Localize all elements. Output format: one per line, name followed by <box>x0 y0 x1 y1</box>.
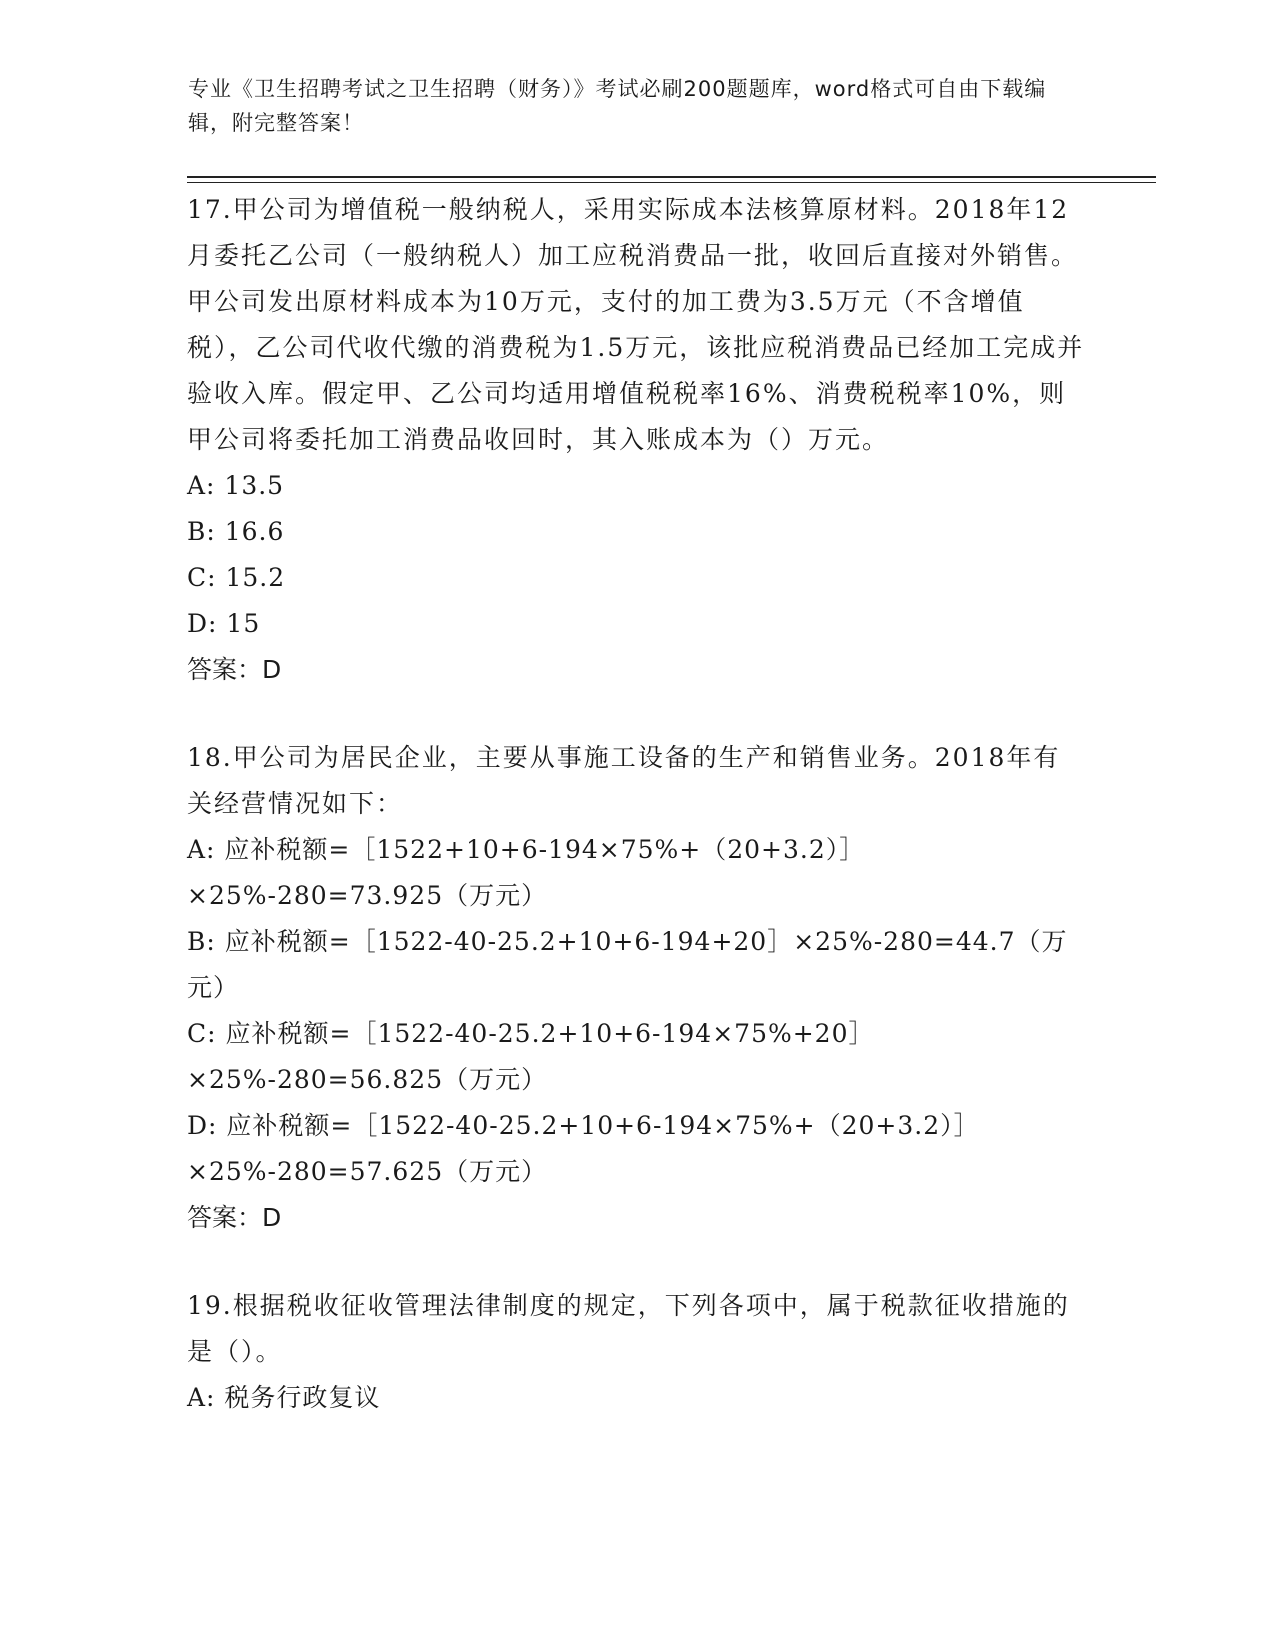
question-18 <box>187 735 1087 1241</box>
option-b: B: 16.6 <box>187 517 285 546</box>
question-text: 18.甲公司为居民企业，主要从事施工设备的生产和销售业务。2018年有关经营情况如下： <box>187 743 1061 818</box>
question-19 <box>187 1283 1087 1421</box>
question-list <box>187 187 1087 1463</box>
option-a: A: 应补税额=［1522+10+6-194×75%+（20+3.2）］×25%-280=73.925（万元） <box>187 835 866 910</box>
answer-label: 答案：D <box>187 655 282 684</box>
question-text: 19.根据税收征收管理法律制度的规定，下列各项中，属于税款征收措施的是（）。 <box>187 1291 1070 1366</box>
option-a: A: 13.5 <box>187 471 285 500</box>
document-header: 专业《卫生招聘考试之卫生招聘（财务）》考试必刷200题题库，word格式可自由下载编辑，附完整答案！ <box>188 77 1047 135</box>
option-d: D: 应补税额=［1522-40-25.2+10+6-194×75%+（20+3.2）］×25%-280=57.625（万元） <box>187 1111 980 1186</box>
option-b: B: 应补税额=［1522-40-25.2+10+6-194+20］×25%-280=44.7（万元） <box>187 927 1068 1002</box>
question-text: 17.甲公司为增值税一般纳税人，采用实际成本法核算原材料。2018年12月委托乙公司（一般纳税人）加工应税消费品一批，收回后直接对外销售。甲公司发出原材料成本为10万元，支付的加工费为3.5万元（不含增值税），乙公司代收代缴的消费税为1.5万元，该批应税消费品已经加工完成并验收入库。假定甲、乙公司均适用增值税税率16%、消费税税率10%，则甲公司将委托加工消费品收回时，其入账成本为（）万元。 <box>187 195 1085 454</box>
option-c: C: 15.2 <box>187 563 286 592</box>
option-c: C: 应补税额=［1522-40-25.2+10+6-194×75%+20］×25%-280=56.825（万元） <box>187 1019 875 1094</box>
header-divider-thick <box>187 176 1156 178</box>
option-d: D: 15 <box>187 609 261 638</box>
option-a: A: 税务行政复议 <box>187 1383 381 1412</box>
question-17 <box>187 187 1087 693</box>
answer-label: 答案：D <box>187 1203 282 1232</box>
header-divider-thin <box>187 182 1156 183</box>
